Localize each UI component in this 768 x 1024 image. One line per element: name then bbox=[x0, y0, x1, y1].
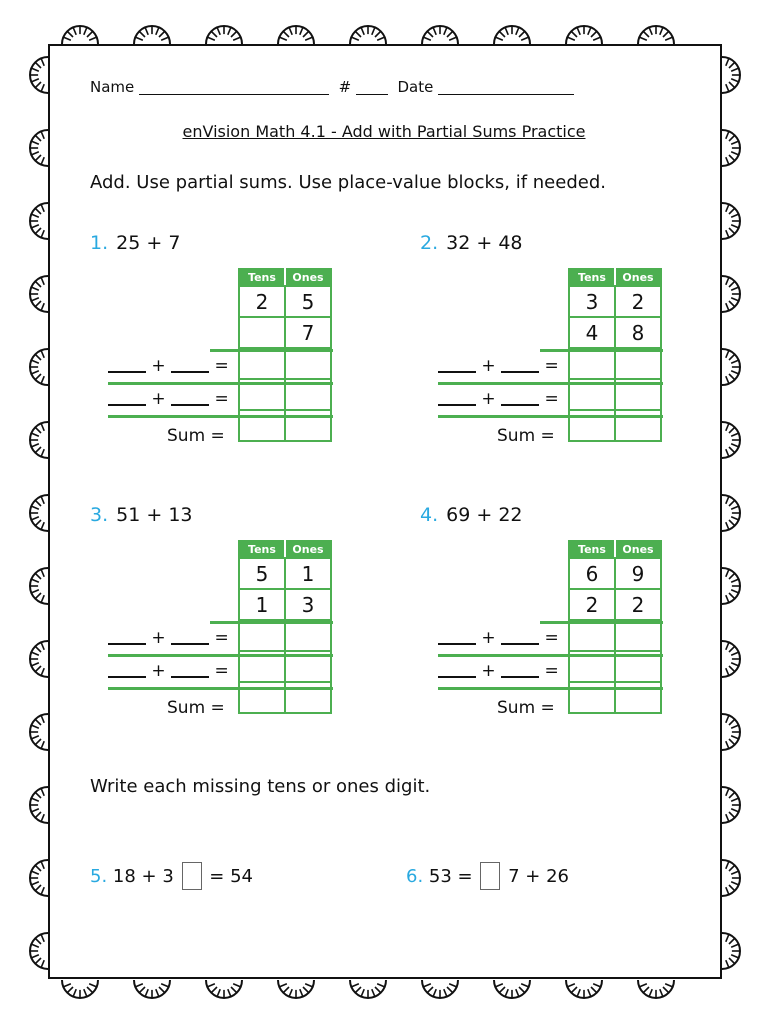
scallop-decoration bbox=[30, 495, 48, 531]
scallop-decoration bbox=[134, 980, 170, 998]
tens-header: Tens bbox=[569, 269, 615, 286]
scallop-decoration bbox=[566, 980, 602, 998]
separator-line bbox=[438, 415, 663, 418]
scallop-decoration bbox=[722, 57, 740, 93]
partial-sum-row-1 bbox=[108, 356, 229, 376]
scallop-decoration bbox=[422, 980, 458, 998]
addition-line bbox=[540, 349, 663, 352]
equals-sign: = bbox=[544, 356, 559, 376]
answer-blank[interactable] bbox=[108, 666, 146, 678]
answer-blank[interactable] bbox=[501, 361, 539, 373]
scallop-decoration bbox=[206, 26, 242, 44]
sum-label: Sum = bbox=[497, 426, 555, 446]
tens-header: Tens bbox=[239, 269, 285, 286]
partial-sum-row-1 bbox=[108, 628, 229, 648]
plus-sign: + bbox=[151, 628, 166, 648]
ones-header: Ones bbox=[285, 269, 331, 286]
scallop-decoration bbox=[30, 568, 48, 604]
problem-heading bbox=[420, 232, 523, 254]
scallop-decoration bbox=[134, 26, 170, 44]
plus-sign: + bbox=[151, 356, 166, 376]
answer-blank[interactable] bbox=[501, 666, 539, 678]
scallop-decoration bbox=[722, 203, 740, 239]
scallop-decoration bbox=[722, 276, 740, 312]
scallop-decoration bbox=[30, 714, 48, 750]
equals-sign: = bbox=[214, 628, 229, 648]
plus-sign: + bbox=[151, 661, 166, 681]
plus-sign: + bbox=[481, 389, 496, 409]
separator-line bbox=[438, 687, 663, 690]
answer-blank[interactable] bbox=[108, 394, 146, 406]
addend2-ones: 7 bbox=[285, 317, 331, 348]
scallop-decoration bbox=[30, 860, 48, 896]
expr-after: 7 + 26 bbox=[508, 866, 569, 887]
addition-line bbox=[210, 621, 333, 624]
separator-line bbox=[108, 687, 333, 690]
scallop-decoration bbox=[62, 26, 98, 44]
separator-line bbox=[438, 382, 663, 385]
partial-sum-row-2 bbox=[438, 389, 559, 409]
scallop-decoration bbox=[638, 980, 674, 998]
separator-line bbox=[108, 382, 333, 385]
problem-heading bbox=[90, 232, 180, 254]
problem-number: 4. bbox=[420, 504, 439, 526]
sum-label: Sum = bbox=[497, 698, 555, 718]
partial-sum-row-2 bbox=[108, 389, 229, 409]
answer-blank[interactable] bbox=[438, 633, 476, 645]
problem-number: 5. bbox=[90, 866, 108, 887]
plus-sign: + bbox=[481, 356, 496, 376]
problem-4 bbox=[420, 504, 680, 744]
addend1-tens: 5 bbox=[239, 558, 285, 589]
equals-sign: = bbox=[544, 389, 559, 409]
answer-box[interactable] bbox=[480, 862, 500, 890]
scallop-decoration bbox=[278, 26, 314, 44]
scallop-decoration bbox=[350, 980, 386, 998]
answer-blank[interactable] bbox=[108, 633, 146, 645]
scallop-decoration bbox=[722, 860, 740, 896]
scallop-decoration bbox=[422, 26, 458, 44]
plus-sign: + bbox=[151, 389, 166, 409]
scallop-decoration bbox=[722, 422, 740, 458]
number-label: # bbox=[338, 78, 352, 96]
scallop-decoration bbox=[30, 787, 48, 823]
answer-blank[interactable] bbox=[171, 633, 209, 645]
expr-before: 53 = bbox=[428, 866, 473, 887]
separator-line bbox=[108, 654, 333, 657]
date-blank bbox=[438, 81, 574, 95]
addend2-ones: 8 bbox=[615, 317, 661, 348]
problem-number: 3. bbox=[90, 504, 109, 526]
scallop-decoration bbox=[722, 495, 740, 531]
plus-sign: + bbox=[481, 661, 496, 681]
addend1-ones: 1 bbox=[285, 558, 331, 589]
addend1-ones: 2 bbox=[615, 286, 661, 317]
scallop-decoration bbox=[30, 422, 48, 458]
partial1-ones-cell[interactable] bbox=[615, 348, 661, 379]
worksheet-title: enVision Math 4.1 - Add with Partial Sums Practice bbox=[182, 122, 586, 141]
answer-box[interactable] bbox=[182, 862, 202, 890]
addend2-tens: 1 bbox=[239, 589, 285, 620]
date-label: Date bbox=[397, 78, 434, 96]
tens-header: Tens bbox=[569, 541, 615, 558]
partial1-tens-cell[interactable] bbox=[239, 348, 285, 379]
partial-sum-row-2 bbox=[108, 661, 229, 681]
scallop-decoration bbox=[30, 349, 48, 385]
name-blank bbox=[139, 81, 329, 95]
addition-line bbox=[540, 621, 663, 624]
ones-header: Ones bbox=[615, 541, 661, 558]
problem-number: 1. bbox=[90, 232, 109, 254]
scallop-decoration bbox=[206, 980, 242, 998]
answer-blank[interactable] bbox=[438, 394, 476, 406]
scallop-decoration bbox=[278, 980, 314, 998]
partial1-ones-cell[interactable] bbox=[285, 348, 331, 379]
scallop-decoration bbox=[30, 276, 48, 312]
separator-line bbox=[108, 415, 333, 418]
answer-blank[interactable] bbox=[171, 666, 209, 678]
answer-blank[interactable] bbox=[171, 361, 209, 373]
addend2-ones: 3 bbox=[285, 589, 331, 620]
addend2-ones: 2 bbox=[615, 589, 661, 620]
partial1-tens-cell[interactable] bbox=[239, 620, 285, 651]
separator-line bbox=[438, 654, 663, 657]
partial1-tens-cell[interactable] bbox=[569, 620, 615, 651]
missing-problem-6 bbox=[406, 862, 569, 890]
scallop-decoration bbox=[722, 933, 740, 969]
addend1-ones: 9 bbox=[615, 558, 661, 589]
number-blank bbox=[356, 81, 388, 95]
partial1-tens-cell[interactable] bbox=[569, 348, 615, 379]
scallop-decoration bbox=[30, 641, 48, 677]
addend2-tens: 4 bbox=[569, 317, 615, 348]
addend2-tens: 2 bbox=[569, 589, 615, 620]
name-label: Name bbox=[90, 78, 135, 96]
partial1-ones-cell[interactable] bbox=[615, 620, 661, 651]
scallop-decoration bbox=[350, 26, 386, 44]
instruction-add: Add. Use partial sums. Use place-value blocks, if needed. bbox=[90, 172, 606, 193]
plus-sign: + bbox=[481, 628, 496, 648]
addition-line bbox=[210, 349, 333, 352]
answer-blank[interactable] bbox=[438, 361, 476, 373]
ones-header: Ones bbox=[285, 541, 331, 558]
sum-label: Sum = bbox=[167, 426, 225, 446]
equals-sign: = bbox=[214, 356, 229, 376]
instruction-missing: Write each missing tens or ones digit. bbox=[90, 776, 431, 797]
answer-blank[interactable] bbox=[108, 361, 146, 373]
scallop-decoration bbox=[722, 568, 740, 604]
partial1-ones-cell[interactable] bbox=[285, 620, 331, 651]
problem-expression: 32 + 48 bbox=[446, 232, 523, 254]
expr-after: = 54 bbox=[209, 866, 253, 887]
equals-sign: = bbox=[544, 628, 559, 648]
scallop-decoration bbox=[722, 714, 740, 750]
tens-header: Tens bbox=[239, 541, 285, 558]
partial-sum-row-1 bbox=[438, 356, 559, 376]
scallop-decoration bbox=[494, 980, 530, 998]
problem-heading bbox=[90, 504, 193, 526]
problem-1 bbox=[90, 232, 350, 472]
problem-3 bbox=[90, 504, 350, 744]
partial-sum-row-2 bbox=[438, 661, 559, 681]
sum-label: Sum = bbox=[167, 698, 225, 718]
addend1-tens: 3 bbox=[569, 286, 615, 317]
scallop-decoration bbox=[638, 26, 674, 44]
equals-sign: = bbox=[544, 661, 559, 681]
problem-expression: 69 + 22 bbox=[446, 504, 523, 526]
missing-problem-5 bbox=[90, 862, 253, 890]
problem-number: 6. bbox=[406, 866, 424, 887]
scallop-decoration bbox=[722, 787, 740, 823]
equals-sign: = bbox=[214, 389, 229, 409]
problem-number: 2. bbox=[420, 232, 439, 254]
scallop-decoration bbox=[722, 641, 740, 677]
addend1-ones: 5 bbox=[285, 286, 331, 317]
ones-header: Ones bbox=[615, 269, 661, 286]
header-fields bbox=[90, 78, 574, 96]
problem-heading bbox=[420, 504, 523, 526]
scallop-decoration bbox=[566, 26, 602, 44]
answer-blank[interactable] bbox=[171, 394, 209, 406]
addend2-tens bbox=[239, 317, 285, 348]
problem-expression: 25 + 7 bbox=[116, 232, 181, 254]
answer-blank[interactable] bbox=[501, 633, 539, 645]
scallop-decoration bbox=[722, 349, 740, 385]
partial-sum-row-1 bbox=[438, 628, 559, 648]
expr-before: 18 + 3 bbox=[112, 866, 174, 887]
scallop-decoration bbox=[494, 26, 530, 44]
scallop-decoration bbox=[30, 57, 48, 93]
addend1-tens: 6 bbox=[569, 558, 615, 589]
addend1-tens: 2 bbox=[239, 286, 285, 317]
answer-blank[interactable] bbox=[501, 394, 539, 406]
equals-sign: = bbox=[214, 661, 229, 681]
problem-2 bbox=[420, 232, 680, 472]
scallop-decoration bbox=[30, 933, 48, 969]
scallop-decoration bbox=[62, 980, 98, 998]
scallop-decoration bbox=[30, 203, 48, 239]
problem-expression: 51 + 13 bbox=[116, 504, 193, 526]
answer-blank[interactable] bbox=[438, 666, 476, 678]
